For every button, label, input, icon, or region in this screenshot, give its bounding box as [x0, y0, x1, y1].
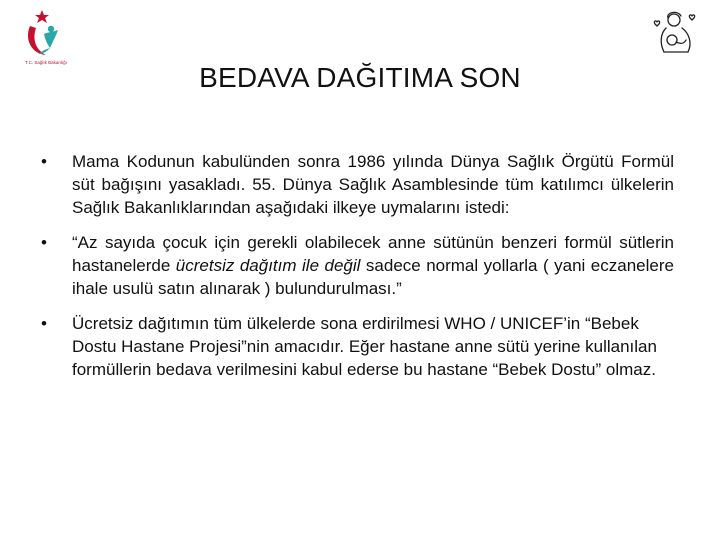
- page-title: BEDAVA DAĞITIMA SON: [199, 62, 521, 93]
- mother-baby-icon: [648, 8, 704, 58]
- bullet-dot: •: [41, 314, 47, 333]
- bullet-text: Mama Kodunun kabulünden sonra 1986 yılında Dünya Sağlık Örgütü Formül süt bağışını yasakladı. 55. Dünya Sağlık Asamblesinde tüm katılımcı ülkelerin Sağlık Bakanlıklarından aşağıdaki ilkeye uymalarını istedi:: [72, 152, 674, 217]
- bullet-text-before: “Az sayıda çocuk için gerekli olabilecek anne sütünün benzeri formül sütlerin hastanelerde: [72, 233, 674, 275]
- bullet-dot: •: [41, 233, 47, 252]
- list-item: [30, 150, 674, 219]
- list-item: [30, 231, 674, 300]
- bullet-text-after: sadece normal yollarla ( yani eczanelere ihale usulü satın alınarak ) bulundurulması.”: [72, 256, 674, 298]
- bullet-dot: •: [41, 152, 47, 171]
- list-item: [30, 312, 674, 381]
- ministry-name: T.C. Sağlık Bakanlığı: [25, 60, 67, 65]
- baby-friendly-logo: [648, 8, 704, 66]
- bullet-list: [30, 150, 674, 393]
- bullet-text-emphasis: ücretsiz dağıtım ile değil: [175, 256, 361, 275]
- bullet-text: Ücretsiz dağıtımın tüm ülkelerde sona erdirilmesi WHO / UNICEF’in “Bebek Dostu Hastane Projesi”nin amacıdır. Eğer hastane anne sütü yerine kullanılan formüllerin bedava verilmesini kabul ederse bu hastane “Bebek Dostu” olmaz.: [72, 314, 657, 379]
- ministry-emblem-icon: [20, 8, 72, 60]
